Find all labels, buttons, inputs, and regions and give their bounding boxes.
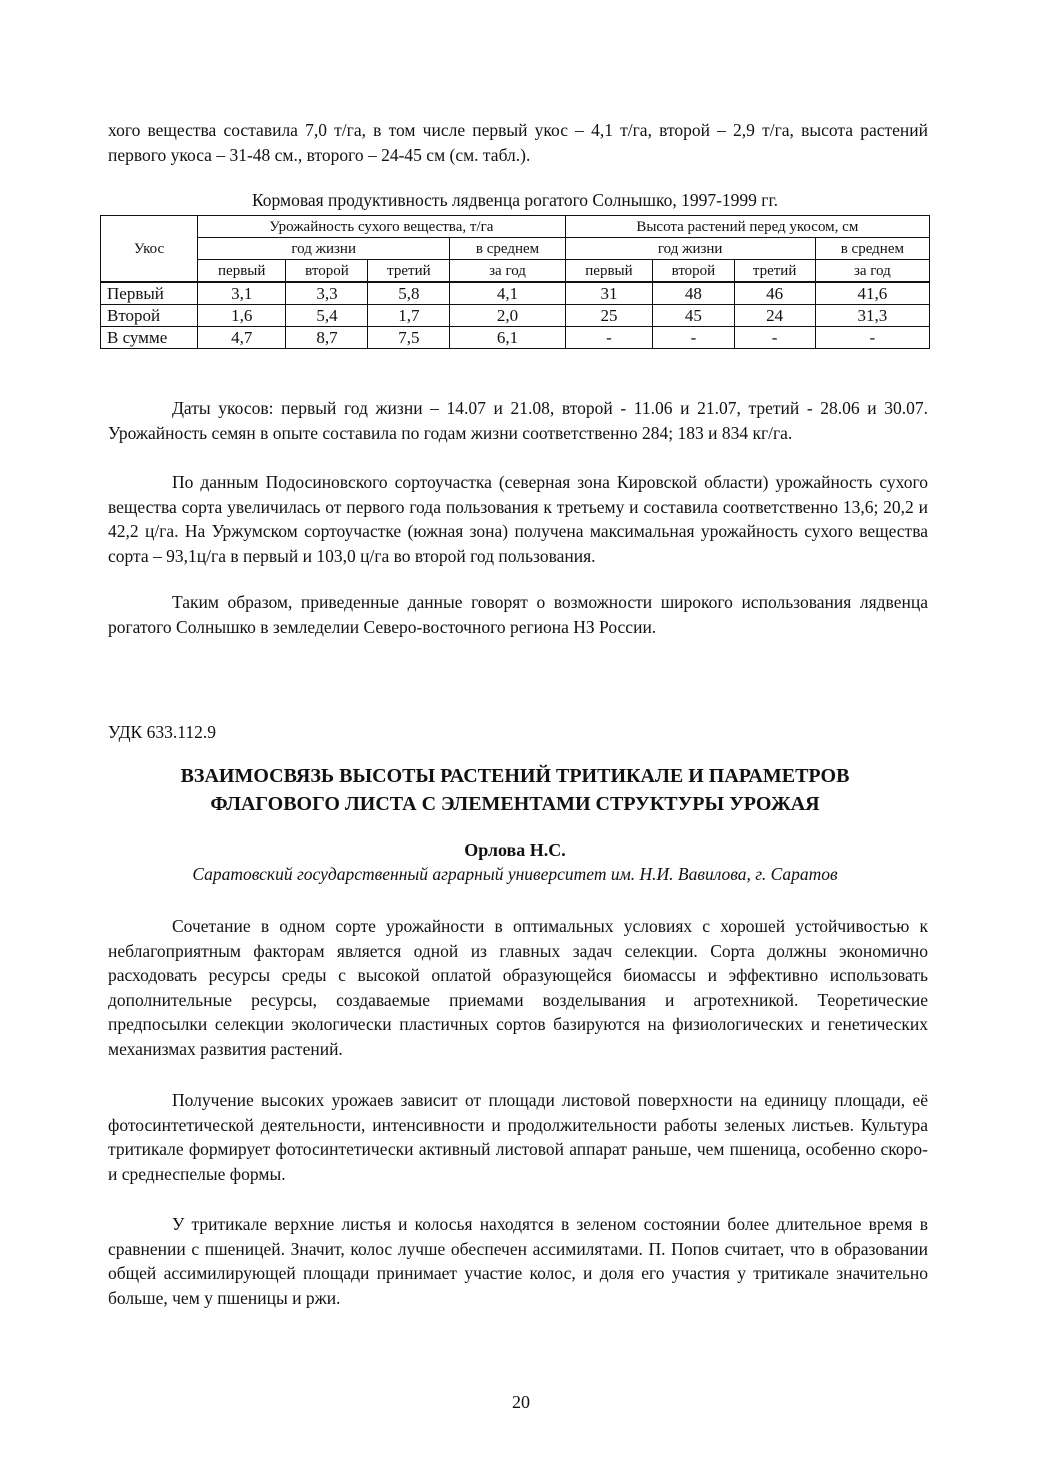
table-row: [101, 327, 930, 349]
row-label: Первый: [101, 282, 198, 305]
header-avg: в среднем: [450, 238, 565, 260]
cell: 5,8: [368, 282, 450, 305]
header-ukos: Укос: [101, 216, 198, 283]
cell: 7,5: [368, 327, 450, 349]
header-year: третий: [734, 260, 815, 283]
article-title-line: ФЛАГОВОГО ЛИСТА С ЭЛЕМЕНТАМИ СТРУКТУРЫ УРОЖАЯ: [210, 793, 820, 815]
cell: 6,1: [450, 327, 565, 349]
cell: -: [815, 327, 929, 349]
table-caption: Кормовая продуктивность лядвенца рогатого Солнышко, 1997-1999 гг.: [251, 190, 779, 210]
header-year-of-life: год жизни: [198, 238, 450, 260]
cell: 25: [565, 305, 653, 327]
intro-paragraph: хого вещества составила 7,0 т/га, в том числе первый укос – 4,1 т/га, второй – 2,9 т/га, высота растений первого укоса – 31-48 см., второго – 24-45 см (см. табл.).: [108, 120, 928, 165]
cell: 2,0: [450, 305, 565, 327]
header-avg-per-year: за год: [815, 260, 929, 283]
author-affiliation: Саратовский государственный аграрный университет им. Н.И. Вавилова, г. Саратов: [192, 864, 838, 884]
header-year: первый: [198, 260, 286, 283]
paragraph: Сочетание в одном сорте урожайности в оптимальных условиях с хорошей устойчивостью к неблагоприятным факторам является одной из главных задач селекции. Сорта должны экономично расходовать ресурсы среды с высокой оплатой образующейся биомассы и эффективно использовать дополнительные ресурсы, создаваемые приемами возделывания и агротехникой. Теоретические предпосылки селекции экологически пластичных сортов базируются на физиологических и генетических механизмах развития растений.: [108, 916, 928, 1059]
cell: 4,1: [450, 282, 565, 305]
productivity-table: [100, 215, 930, 349]
header-year: второй: [286, 260, 368, 283]
cell: 4,7: [198, 327, 286, 349]
cell: 5,4: [286, 305, 368, 327]
paragraph: У тритикале верхние листья и колосья находятся в зеленом состоянии более длительное время в сравнении с пшеницей. Значит, колос лучше обеспечен ассимилятами. П. Попов считает, что в образовании общей ассимилирующей площади принимает участие колос, и доля его участия у тритикале значительно больше, чем у пшеницы и ржи.: [108, 1214, 928, 1308]
cell: -: [734, 327, 815, 349]
page-number: 20: [512, 1392, 530, 1412]
header-avg-per-year: за год: [450, 260, 565, 283]
paragraph: По данным Подосиновского сортоучастка (северная зона Кировской области) урожайность сухого вещества сорта увеличилась от первого года пользования к третьему и составила соответственно 13,6; 20,2 и 42,2 ц/га. На Уржумском сортоучастке (южная зона) получена максимальная урожайность сухого вещества сорта – 93,1ц/га в первый и 103,0 ц/га во второй год пользования.: [108, 472, 928, 566]
table-header-row: [101, 260, 930, 283]
table-header-row: [101, 238, 930, 260]
table-header-row: [101, 216, 930, 238]
author-name: Орлова Н.С.: [464, 840, 566, 860]
cell: -: [653, 327, 734, 349]
header-height-group: Высота растений перед укосом, см: [565, 216, 929, 238]
cell: 45: [653, 305, 734, 327]
cell: 3,1: [198, 282, 286, 305]
cell: 41,6: [815, 282, 929, 305]
article-title: [100, 762, 930, 818]
udk-code: УДК 633.112.9: [108, 722, 216, 742]
cell: 31: [565, 282, 653, 305]
cell: 8,7: [286, 327, 368, 349]
row-label: Второй: [101, 305, 198, 327]
cell: -: [565, 327, 653, 349]
cell: 31,3: [815, 305, 929, 327]
header-yield-group: Урожайность сухого вещества, т/га: [198, 216, 566, 238]
table-row: [101, 305, 930, 327]
article-title-line: ВЗАИМОСВЯЗЬ ВЫСОТЫ РАСТЕНИЙ ТРИТИКАЛЕ И ПАРАМЕТРОВ: [180, 765, 850, 787]
cell: 24: [734, 305, 815, 327]
paragraph: Даты укосов: первый год жизни – 14.07 и 21.08, второй - 11.06 и 21.07, третий - 28.06 и 30.07. Урожайность семян в опыте составила по годам жизни соответственно 284; 183 и 834 кг/га.: [108, 398, 928, 443]
header-year: второй: [653, 260, 734, 283]
header-year: третий: [368, 260, 450, 283]
paragraph: Таким образом, приведенные данные говорят о возможности широкого использования лядвенца рогатого Солнышко в земледелии Северо-восточного региона НЗ России.: [108, 592, 928, 637]
row-label: В сумме: [101, 327, 198, 349]
header-year-of-life: год жизни: [565, 238, 815, 260]
cell: 48: [653, 282, 734, 305]
paragraph: Получение высоких урожаев зависит от площади листовой поверхности на единицу площади, её фотосинтетической деятельности, интенсивности и продолжительности работы зеленых листьев. Культура тритикале формирует фотосинтетически активный листовой аппарат раньше, чем пшеница, особенно скоро- и среднеспелые формы.: [108, 1090, 928, 1184]
cell: 1,6: [198, 305, 286, 327]
cell: 3,3: [286, 282, 368, 305]
header-year: первый: [565, 260, 653, 283]
table-row: [101, 282, 930, 305]
cell: 1,7: [368, 305, 450, 327]
header-avg: в среднем: [815, 238, 929, 260]
cell: 46: [734, 282, 815, 305]
